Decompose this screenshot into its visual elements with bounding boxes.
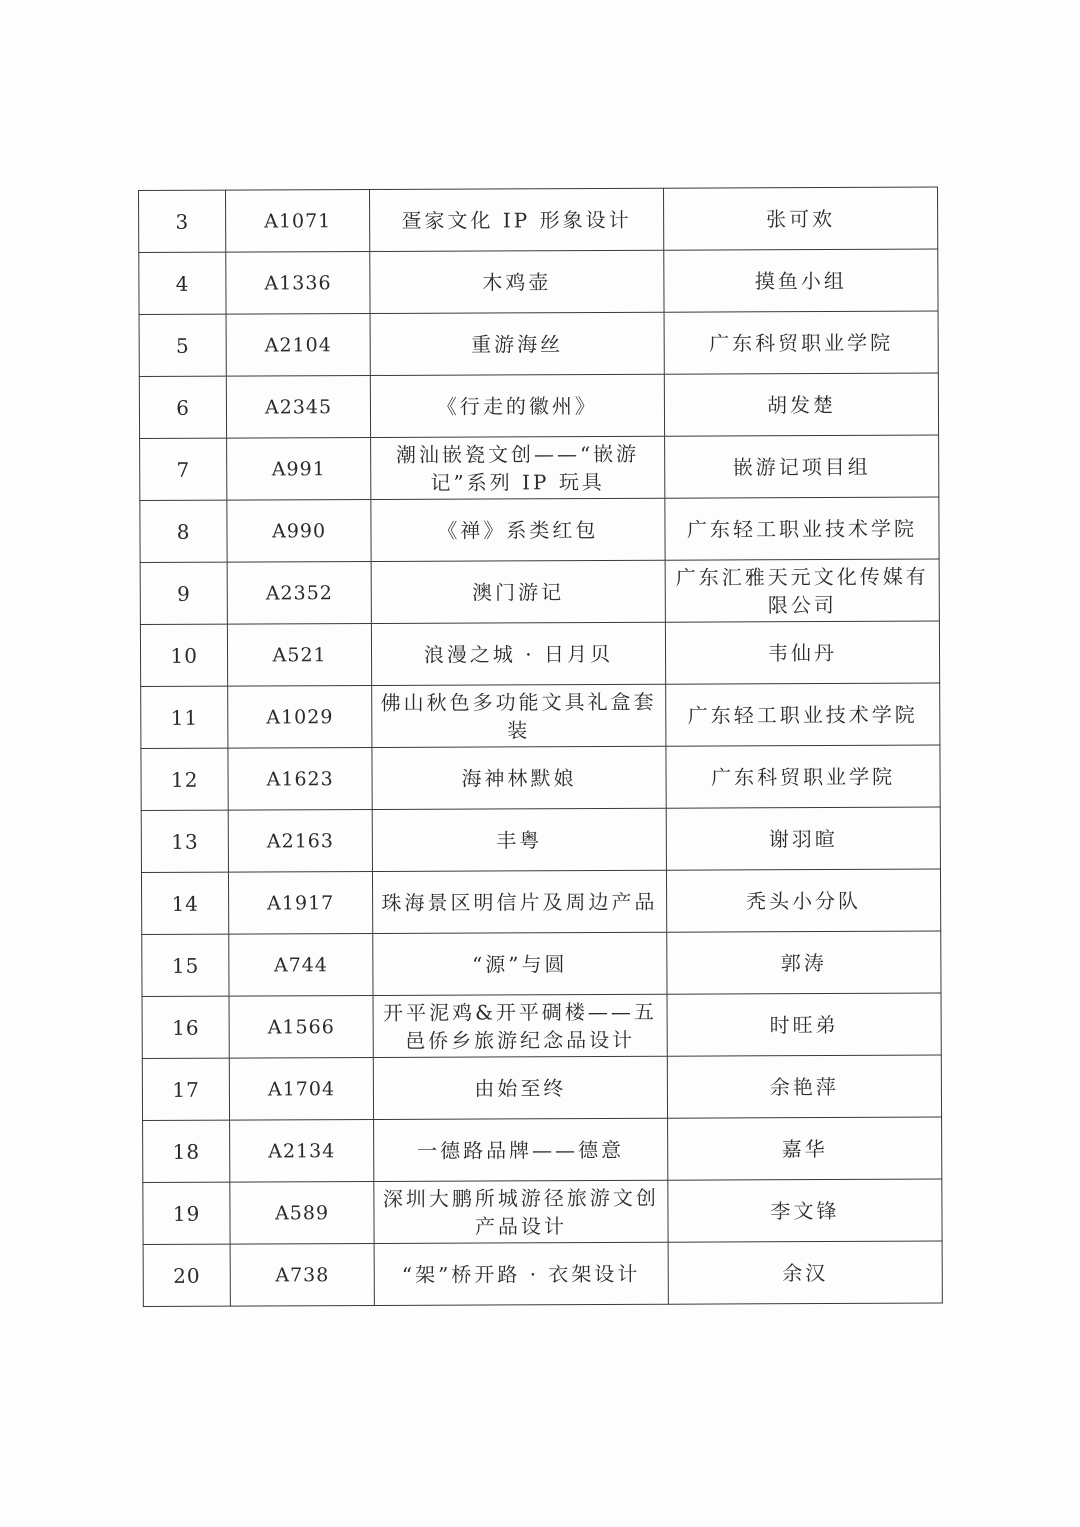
work-title: 海神林默娘 xyxy=(372,746,666,809)
row-number: 18 xyxy=(143,1120,231,1182)
author-name: 广东科贸职业学院 xyxy=(664,311,938,374)
author-name: 广东轻工职业技术学院 xyxy=(666,683,940,746)
table-row xyxy=(143,1117,942,1182)
table-row xyxy=(140,559,939,624)
entry-code: A1566 xyxy=(229,995,373,1058)
results-table xyxy=(138,187,943,1307)
table-row xyxy=(140,621,939,686)
table-row xyxy=(143,1241,942,1306)
entry-code: A2163 xyxy=(229,809,373,872)
author-name: 余汉 xyxy=(668,1241,942,1304)
author-name: 李文锋 xyxy=(668,1179,942,1242)
work-title: 一德路品牌——德意 xyxy=(373,1118,667,1181)
row-number: 20 xyxy=(143,1244,231,1306)
table-row xyxy=(139,249,938,314)
work-title: 由始至终 xyxy=(373,1056,667,1119)
entry-code: A990 xyxy=(227,499,371,562)
author-name: 广东科贸职业学院 xyxy=(666,745,940,808)
row-number: 12 xyxy=(141,748,229,810)
work-title: 浪漫之城 · 日月贝 xyxy=(371,622,665,685)
table-row xyxy=(139,187,938,252)
entry-code: A521 xyxy=(228,623,372,686)
work-title: 《禅》系类红包 xyxy=(371,498,665,561)
work-title: 珠海景区明信片及周边产品 xyxy=(372,870,666,933)
row-number: 13 xyxy=(141,810,229,872)
author-name: 广东汇雅天元文化传媒有限公司 xyxy=(665,559,939,622)
author-name: 摸鱼小组 xyxy=(664,249,938,312)
author-name: 秃头小分队 xyxy=(666,869,940,932)
entry-code: A1704 xyxy=(230,1057,374,1120)
table-row xyxy=(142,1055,941,1120)
work-title: 《行走的徽州》 xyxy=(370,374,664,437)
row-number: 14 xyxy=(141,872,229,934)
author-name: 韦仙丹 xyxy=(665,621,939,684)
row-number: 10 xyxy=(140,624,228,686)
author-name: 嘉华 xyxy=(667,1117,941,1180)
row-number: 7 xyxy=(140,438,228,500)
work-title: 重游海丝 xyxy=(370,312,664,375)
entry-code: A1623 xyxy=(228,747,372,810)
author-name: 余艳萍 xyxy=(667,1055,941,1118)
author-name: 时旺弟 xyxy=(667,993,941,1056)
author-name: 谢羽暄 xyxy=(666,807,940,870)
author-name: 广东轻工职业技术学院 xyxy=(665,497,939,560)
work-title: 疍家文化 IP 形象设计 xyxy=(369,188,663,251)
row-number: 6 xyxy=(139,376,227,438)
entry-code: A589 xyxy=(230,1181,374,1244)
entry-code: A1917 xyxy=(229,871,373,934)
work-title: 潮汕嵌瓷文创——“嵌游记”系列 IP 玩具 xyxy=(370,436,664,499)
table-row xyxy=(141,869,940,934)
author-name: 胡发楚 xyxy=(664,373,938,436)
author-name: 张可欢 xyxy=(663,187,937,250)
author-name: 嵌游记项目组 xyxy=(665,435,939,498)
row-number: 9 xyxy=(140,562,228,624)
work-title: 木鸡壶 xyxy=(370,250,664,313)
row-number: 8 xyxy=(140,500,228,562)
entry-code: A1336 xyxy=(226,251,370,314)
table-row xyxy=(142,931,941,996)
work-title: 开平泥鸡&开平碉楼——五邑侨乡旅游纪念品设计 xyxy=(373,994,667,1057)
row-number: 11 xyxy=(141,686,229,748)
table-row xyxy=(140,497,939,562)
work-title: “源”与圆 xyxy=(373,932,667,995)
table-row xyxy=(139,373,938,438)
work-title: 丰粤 xyxy=(372,808,666,871)
row-number: 15 xyxy=(142,934,230,996)
entry-code: A991 xyxy=(227,437,371,500)
row-number: 19 xyxy=(143,1182,231,1244)
row-number: 3 xyxy=(139,190,227,252)
row-number: 17 xyxy=(142,1058,230,1120)
row-number: 16 xyxy=(142,996,230,1058)
table-row xyxy=(141,745,940,810)
entry-code: A1071 xyxy=(226,189,370,252)
entry-code: A2345 xyxy=(227,375,371,438)
table-row xyxy=(140,435,939,500)
work-title: 澳门游记 xyxy=(371,560,665,623)
entry-code: A2134 xyxy=(230,1119,374,1182)
entry-code: A1029 xyxy=(228,685,372,748)
author-name: 郭涛 xyxy=(667,931,941,994)
entry-code: A738 xyxy=(230,1243,374,1306)
row-number: 5 xyxy=(139,314,227,376)
entry-code: A744 xyxy=(229,933,373,996)
table-row xyxy=(141,807,940,872)
work-title: 深圳大鹏所城游径旅游文创产品设计 xyxy=(374,1180,668,1243)
table-row xyxy=(143,1179,942,1244)
work-title: “架”桥开路 · 衣架设计 xyxy=(374,1242,668,1305)
row-number: 4 xyxy=(139,252,227,314)
results-table-body xyxy=(139,187,943,1306)
entry-code: A2104 xyxy=(226,313,370,376)
table-row xyxy=(141,683,940,748)
entry-code: A2352 xyxy=(227,561,371,624)
table-row xyxy=(139,311,938,376)
work-title: 佛山秋色多功能文具礼盒套装 xyxy=(372,684,666,747)
table-row xyxy=(142,993,941,1058)
